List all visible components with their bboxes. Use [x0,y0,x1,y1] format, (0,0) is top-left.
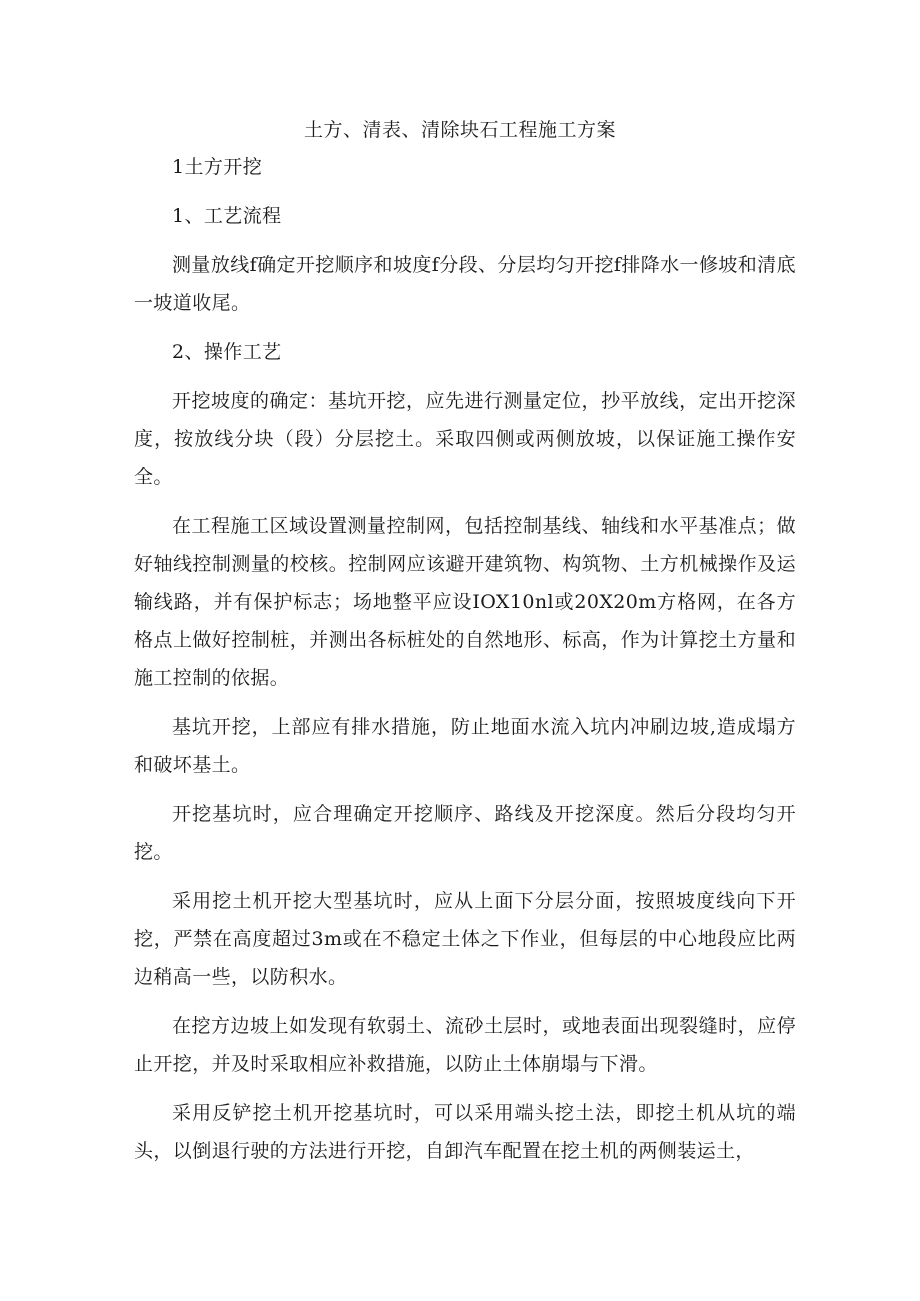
body-paragraph: 开挖坡度的确定：基坑开挖，应先进行测量定位，抄平放线，定出开挖深度，按放线分块（段）分层挖土。采取四侧或两侧放坡，以保证施工操作安全。 [134,390,796,488]
body-paragraph: 开挖基坑时，应合理确定开挖顺序、路线及开挖深度。然后分段均匀开挖。 [134,803,796,863]
body-paragraph: 在工程施工区域设置测量控制网，包括控制基线、轴线和水平基准点；做好轴线控制测量的校核。控制网应该避开建筑物、构筑物、土方机械操作及运输线路，并有保护标志；场地整平应设IOX10nl或20X20m方格网，在各方格点上做好控制桩，并测出各标桩处的自然地形、标高，作为计算挖土方量和施工控制的依据。 [134,515,796,689]
body-paragraph: 基坑开挖，上部应有排水措施，防止地面水流入坑内冲刷边坡,造成塌方和破坏基土。 [134,716,796,776]
document-title: 土方、清表、清除块石工程施工方案 [303,119,616,141]
body-paragraph: 在挖方边坡上如发现有软弱土、流砂土层时，或地表面出现裂缝时，应停止开挖，并及时采取相应补救措施，以防止土体崩塌与下滑。 [134,1015,796,1075]
body-paragraph: 测量放线f确定开挖顺序和坡度f分段、分层均匀开挖f排降水一修坡和清底一坡道收尾。 [134,254,796,314]
section-heading: 1土方开挖 [172,156,263,178]
document-body [134,148,796,1181]
body-paragraph: 采用反铲挖土机开挖基坑时，可以采用端头挖土法，即挖土机从坑的端头，以倒退行驶的方法进行开挖，自卸汽车配置在挖土机的两侧装运土， [134,1102,796,1162]
body-paragraph: 采用挖土机开挖大型基坑时，应从上面下分层分面，按照坡度线向下开挖，严禁在高度超过3m或在不稳定土体之下作业，但每层的中心地段应比两边稍高一些，以防积水。 [134,890,796,988]
subsection-heading: 1、工艺流程 [172,205,282,227]
subsection-heading: 2、操作工艺 [172,341,282,363]
